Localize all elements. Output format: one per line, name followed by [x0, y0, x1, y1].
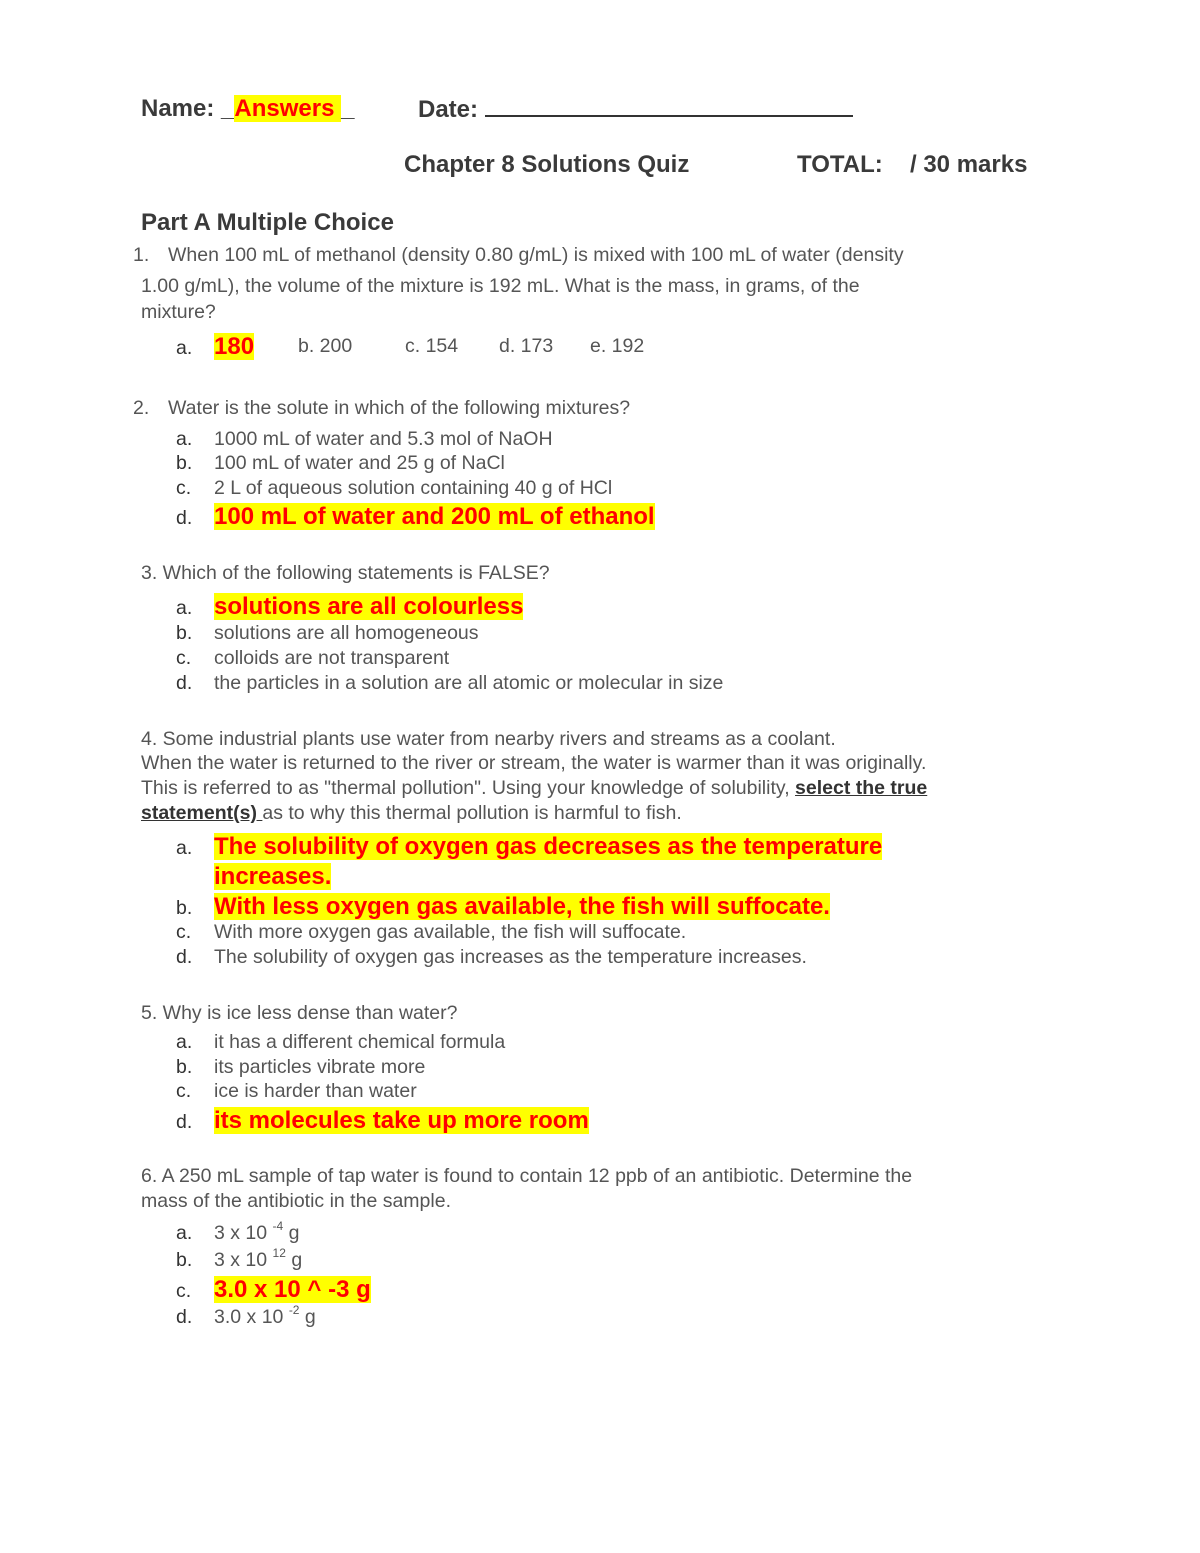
q3-option — [176, 647, 449, 670]
q4-option — [176, 921, 686, 944]
option-text: The solubility of oxygen gas increases as the temperature increases. — [214, 946, 807, 968]
q5-option — [176, 1107, 589, 1135]
q4-instruction-emphasis-2: statement(s) — [141, 802, 263, 824]
q3-text: 3. Which of the following statements is FALSE? — [141, 562, 550, 584]
option-label: a. — [176, 428, 193, 450]
option-text: solutions are all homogeneous — [214, 622, 479, 644]
option-label: d. — [176, 507, 193, 529]
option-label: b. — [176, 622, 193, 644]
q6-option — [176, 1303, 316, 1329]
q3-answer: solutions are all colourless — [214, 593, 524, 620]
q1-opt-e: e. 192 — [590, 335, 645, 357]
name-value: Answers — [234, 95, 342, 122]
q2-option — [176, 503, 655, 531]
q3-option — [176, 593, 523, 621]
q4-option — [176, 946, 807, 969]
q1-line3: mixture? — [141, 301, 216, 323]
option-base: 3.0 x 10 — [214, 1306, 289, 1328]
q3-option — [176, 622, 479, 645]
option-text: With more oxygen gas available, the fish will suffocate. — [214, 921, 687, 943]
date-blank — [485, 95, 853, 117]
option-label: b. — [176, 897, 193, 919]
option-label: d. — [176, 946, 193, 968]
option-label: b. — [176, 1056, 193, 1078]
option-label: a. — [176, 1222, 193, 1244]
date-field — [418, 95, 853, 124]
name-label: Name: _ — [141, 95, 235, 122]
option-label: c. — [176, 477, 192, 499]
q1-options — [176, 333, 254, 361]
date-label: Date: — [418, 96, 479, 123]
q1-line1: When 100 mL of methanol (density 0.80 g/mL) is mixed with 100 mL of water (density — [168, 244, 904, 266]
q1-line2: 1.00 g/mL), the volume of the mixture is 192 mL. What is the mass, in grams, of the — [141, 275, 860, 297]
option-label: d. — [176, 1306, 193, 1328]
option-text: colloids are not transparent — [214, 647, 450, 669]
q2-answer: 100 mL of water and 200 mL of ethanol — [214, 503, 655, 530]
q2-text: Water is the solute in which of the following mixtures? — [168, 397, 631, 419]
q2-option — [176, 428, 553, 451]
q6-line2: mass of the antibiotic in the sample. — [141, 1190, 451, 1212]
q4-line3-text: This is referred to as "thermal pollution". Using your knowledge of solubility, — [141, 777, 796, 799]
q1-opt-a-label: a. — [176, 337, 193, 359]
option-text: 2 L of aqueous solution containing 40 g of HCl — [214, 477, 613, 499]
option-unit: g — [285, 1249, 303, 1271]
q2-option — [176, 452, 505, 475]
q4-option — [176, 833, 882, 861]
q4-option-cont — [214, 863, 331, 891]
q4-line2: When the water is returned to the river or stream, the water is warmer than it was originally. — [141, 752, 927, 774]
total-label: TOTAL: — [797, 151, 883, 178]
name-tail: _ — [341, 95, 355, 122]
option-label: b. — [176, 1249, 193, 1271]
option-label: b. — [176, 452, 193, 474]
option-exponent: 12 — [272, 1246, 286, 1260]
option-label: d. — [176, 1111, 193, 1133]
option-text: it has a different chemical formula — [214, 1031, 506, 1053]
q5-option — [176, 1031, 505, 1054]
q4-line3 — [141, 777, 927, 800]
q6-option — [176, 1276, 371, 1304]
q6-option — [176, 1246, 303, 1272]
q3-option — [176, 672, 723, 695]
option-exponent: -2 — [288, 1303, 300, 1317]
q4-line4 — [141, 802, 682, 825]
q2-number: 2. — [133, 397, 150, 419]
option-unit: g — [283, 1222, 300, 1244]
option-label: d. — [176, 672, 193, 694]
q1-opt-a-answer: 180 — [214, 333, 255, 360]
q2-option — [176, 477, 612, 500]
option-label: c. — [176, 1080, 192, 1102]
option-label: a. — [176, 597, 193, 619]
q1-opt-d: d. 173 — [499, 335, 554, 357]
option-base: 3 x 10 — [214, 1249, 273, 1271]
q4-answer-a-cont: increases. — [214, 863, 332, 890]
q1-opt-b: b. 200 — [298, 335, 353, 357]
q6-option — [176, 1219, 300, 1245]
q4-line1: 4. Some industrial plants use water from nearby rivers and streams as a coolant. — [141, 728, 836, 750]
q6-answer: 3.0 x 10 ^ -3 g — [214, 1276, 371, 1303]
q5-option — [176, 1080, 417, 1103]
option-label: c. — [176, 1280, 192, 1302]
option-label: a. — [176, 837, 193, 859]
option-unit: g — [299, 1306, 316, 1328]
q4-answer-b: With less oxygen gas available, the fish will suffocate. — [214, 893, 830, 920]
q4-instruction-emphasis: select the true — [795, 777, 928, 799]
q6-line1: 6. A 250 mL sample of tap water is found to contain 12 ppb of an antibiotic. Determine the — [141, 1165, 913, 1187]
name-field — [141, 95, 354, 123]
part-title: Part A Multiple Choice — [141, 209, 394, 236]
q5-answer: its molecules take up more room — [214, 1107, 589, 1134]
option-label: c. — [176, 921, 192, 943]
q4-answer-a: The solubility of oxygen gas decreases as the temperature — [214, 833, 883, 860]
total-value: / 30 marks — [910, 151, 1028, 178]
option-label: c. — [176, 647, 192, 669]
q5-option — [176, 1056, 425, 1079]
option-text: its particles vibrate more — [214, 1056, 426, 1078]
q1-opt-c: c. 154 — [405, 335, 459, 357]
q4-option — [176, 893, 830, 921]
q1-number: 1. — [133, 244, 150, 266]
option-base: 3 x 10 — [214, 1222, 273, 1244]
q4-line4-text: as to why this thermal pollution is harmful to fish. — [262, 802, 682, 824]
option-text: ice is harder than water — [214, 1080, 417, 1102]
option-label: a. — [176, 1031, 193, 1053]
option-exponent: -4 — [272, 1219, 284, 1233]
quiz-title: Chapter 8 Solutions Quiz — [404, 151, 690, 178]
option-text: the particles in a solution are all atomic or molecular in size — [214, 672, 724, 694]
option-text: 100 mL of water and 25 g of NaCl — [214, 452, 505, 474]
option-text: 1000 mL of water and 5.3 mol of NaOH — [214, 428, 553, 450]
q5-text: 5. Why is ice less dense than water? — [141, 1002, 458, 1024]
